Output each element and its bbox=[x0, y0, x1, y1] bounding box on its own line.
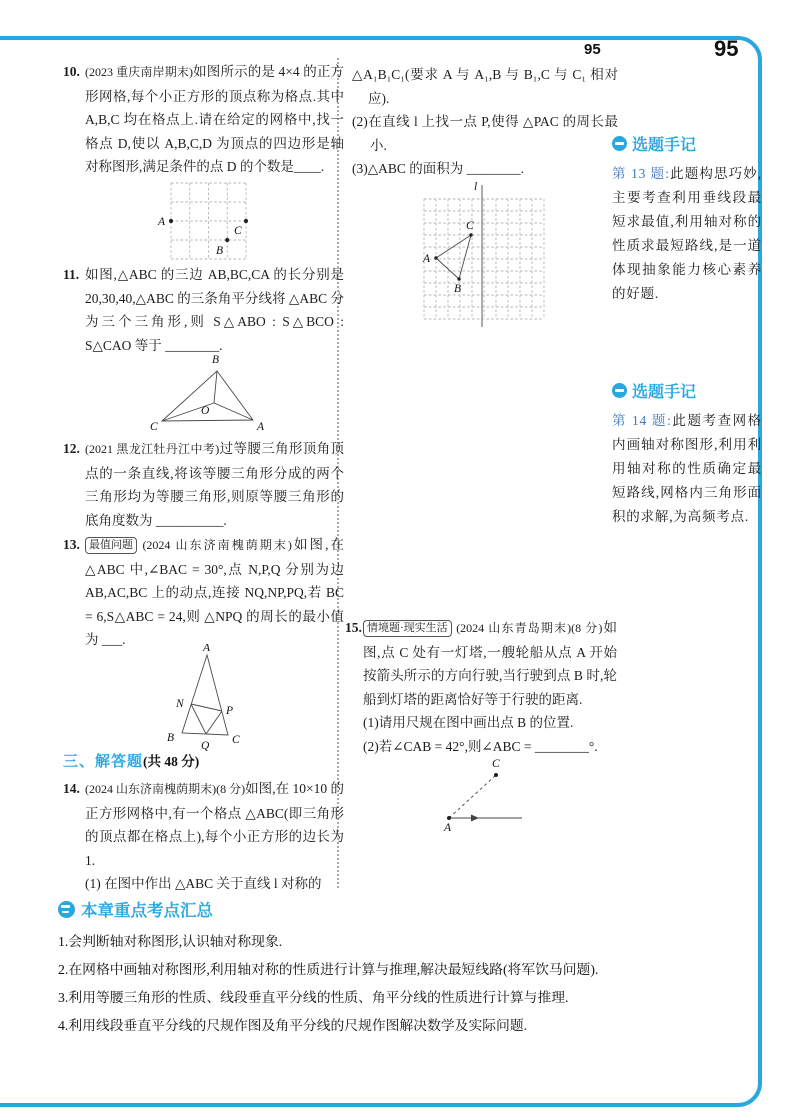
dashed-line-ac bbox=[449, 775, 496, 818]
note-header bbox=[612, 379, 762, 402]
question-number: 11. bbox=[63, 267, 80, 282]
question-body bbox=[345, 616, 617, 758]
question-subitem-2: (2)在直线 l 上找一点 P,使得 △PAC 的周长最小. bbox=[352, 114, 618, 153]
label-l: l bbox=[474, 181, 478, 193]
note-1 bbox=[612, 132, 762, 306]
question-13 bbox=[63, 533, 344, 652]
pencil-note-icon bbox=[612, 383, 627, 398]
note-2 bbox=[612, 379, 762, 529]
question-subitem-1: (1) 在图中作出 △ABC 关于直线 l 对称的 bbox=[85, 876, 322, 891]
label-p: P bbox=[226, 705, 234, 717]
question-text: 如图,点 C 处有一灯塔,一艘轮船从点 A 开始按箭头所示的方向行驶,当行驶到点 B 时,轮船到灯塔的距离恰好等于行驶的距离. bbox=[363, 620, 618, 707]
question-number: 10. bbox=[63, 64, 80, 79]
label-c: C bbox=[492, 758, 500, 770]
question-15 bbox=[345, 616, 617, 758]
question-score: (8 分) bbox=[216, 782, 246, 796]
note-title: 选题手记 bbox=[632, 384, 697, 401]
triangle-lines bbox=[182, 655, 228, 735]
question-text: 如图,△ABC 的三边 AB,BC,CA 的长分别是 20,30,40,△ABC 的三条角平分线将 △ABC 分为三个三角形,则 S△ABO : S△BCO : S△CAO 等于 ________. bbox=[85, 267, 344, 353]
label-a: A bbox=[423, 253, 431, 265]
point-b bbox=[225, 238, 229, 242]
grid-lines bbox=[424, 199, 544, 319]
figure-q14-grid bbox=[413, 177, 558, 331]
note-body bbox=[612, 409, 762, 529]
summary-title: 本章重点考点汇总 bbox=[81, 902, 213, 920]
point-a bbox=[434, 256, 437, 259]
pencil-note-icon bbox=[612, 136, 627, 151]
summary-header bbox=[58, 897, 763, 921]
question-14-continued bbox=[352, 63, 618, 181]
label-c: C bbox=[466, 220, 474, 232]
summary-item: 4.利用线段垂直平分线的尺规作图及角平分线的尺规作图解决数学及实际问题. bbox=[58, 1018, 528, 1033]
label-a: A bbox=[444, 822, 452, 834]
summary-item: 1.会判断轴对称图形,认识轴对称现象. bbox=[58, 934, 283, 949]
figure-q10-grid bbox=[157, 177, 262, 269]
label-q: Q bbox=[201, 740, 210, 752]
question-text: 如图,在 10×10 的正方形网格中,有一个格点 △ABC(即三角形的顶点都在格点上),每个小正方形的边长为 1. bbox=[85, 781, 344, 868]
point-b bbox=[457, 277, 460, 280]
summary-item: 2.在网格中画轴对称图形,利用轴对称的性质进行计算与推理,解决最短线路(将军饮马问题). bbox=[58, 962, 599, 977]
point-c bbox=[469, 233, 472, 236]
figure-q15-lighthouse bbox=[413, 755, 603, 835]
label-c: C bbox=[150, 421, 158, 433]
point-c bbox=[244, 219, 248, 223]
question-number: 14. bbox=[63, 781, 80, 796]
label-c: C bbox=[232, 734, 240, 746]
question-number: 15. bbox=[345, 620, 362, 635]
question-body bbox=[63, 777, 344, 896]
question-source: (2024 山东青岛期末) bbox=[456, 621, 572, 635]
label-b: B bbox=[216, 245, 224, 257]
question-text: 过等腰三角形顶角顶点的一条直线,将该等腰三角形分成的两个三角形均为等腰三角形,则原等腰三角形的底角度数为 __________. bbox=[85, 441, 344, 528]
summary-list-icon bbox=[58, 901, 75, 918]
question-type-badge: 情境题·现实生活 bbox=[363, 620, 452, 637]
label-o: O bbox=[201, 405, 210, 417]
note-header bbox=[612, 132, 762, 155]
label-c: C bbox=[234, 225, 242, 237]
note-lead: 第 13 题: bbox=[612, 166, 670, 181]
note-body bbox=[612, 162, 762, 306]
question-subitem-2: (2)若∠CAB = 42°,则∠ABC = ________°. bbox=[363, 738, 598, 754]
arrowhead bbox=[471, 815, 479, 822]
page-number-outer: 95 bbox=[714, 36, 739, 61]
question-source: (2023 重庆南岸期末) bbox=[85, 65, 194, 79]
question-text: 如图,在 △ABC 中,∠BAC = 30°,点 N,P,Q 分别为边 AB,AC,BC 上的动点,连接 NQ,NP,PQ,若 BC = 6,S△ABC = 24,则 △NPQ 的周长的最小值为 ___. bbox=[85, 537, 345, 647]
note-text: 此题考查网格内画轴对称图形,利用利用轴对称的性质确定最短路线,网格内三角形面积的求解,为高频考点. bbox=[612, 413, 762, 524]
question-body bbox=[63, 533, 344, 652]
summary-item: 3.利用等腰三角形的性质、线段垂直平分线的性质、角平分线的性质进行计算与推理. bbox=[58, 990, 569, 1005]
question-number: 13. bbox=[63, 537, 80, 552]
note-text: 此题构思巧妙,主要考查利用垂线段最短求最值,利用轴对称的性质求最短路线,是一道体现抽象能力核心素养的好题. bbox=[612, 166, 762, 301]
note-title: 选题手记 bbox=[632, 137, 697, 154]
question-subitem-1: (1)请用尺规在图中画出点 B 的位置. bbox=[363, 715, 574, 730]
summary-items bbox=[58, 928, 763, 1040]
label-a: A bbox=[158, 216, 166, 228]
question-body bbox=[63, 60, 344, 179]
question-body bbox=[63, 263, 344, 357]
question-11 bbox=[63, 263, 344, 357]
point-a bbox=[447, 816, 451, 820]
label-b: B bbox=[167, 732, 175, 744]
question-text: 如图所示的是 4×4 的正方形网格,每个小正方形的顶点称为格点.其中 A,B,C 均在格点上.请在给定的网格中,找一格点 D,使以 A,B,C,D 为顶点的四边形是轴对称图形,满足条件的点 D 的个数是____. bbox=[85, 64, 344, 174]
question-10 bbox=[63, 60, 344, 179]
label-a: A bbox=[257, 421, 265, 433]
question-body bbox=[63, 437, 344, 532]
question-number: 12. bbox=[63, 441, 80, 456]
page-number-inner: 95 bbox=[584, 41, 601, 58]
figure-q13-triangle bbox=[162, 644, 254, 756]
triangle-lines bbox=[436, 235, 471, 279]
label-a: A bbox=[203, 644, 211, 654]
section-header-3 bbox=[63, 750, 199, 771]
question-14 bbox=[63, 777, 344, 896]
question-source: (2024 山东济南槐荫期末) bbox=[85, 782, 217, 796]
question-score: (8 分) bbox=[571, 621, 603, 635]
point-a bbox=[169, 219, 173, 223]
point-c bbox=[494, 773, 498, 777]
label-b: B bbox=[212, 354, 220, 366]
label-n: N bbox=[176, 698, 184, 710]
question-subitem-3: (3)△ABC 的面积为 ________. bbox=[352, 161, 525, 176]
question-source: (2021 黑龙江牡丹江中考) bbox=[85, 442, 220, 456]
grid-lines bbox=[171, 183, 246, 259]
figure-q11-triangle bbox=[137, 350, 342, 434]
section-title: 三、解答题 bbox=[63, 753, 144, 770]
chapter-summary bbox=[58, 897, 763, 1040]
section-score: (共 48 分) bbox=[143, 754, 200, 769]
note-lead: 第 14 题: bbox=[612, 413, 672, 428]
question-source: (2024 山东济南槐荫期末) bbox=[142, 538, 292, 552]
label-b: B bbox=[454, 283, 462, 295]
question-type-badge: 最值问题 bbox=[85, 537, 137, 554]
question-12 bbox=[63, 437, 344, 532]
question-subitem-1-continued: △A₁B₁C₁(要求 A 与 A₁,B 与 B₁,C 与 C₁ 相对应). bbox=[352, 67, 618, 106]
